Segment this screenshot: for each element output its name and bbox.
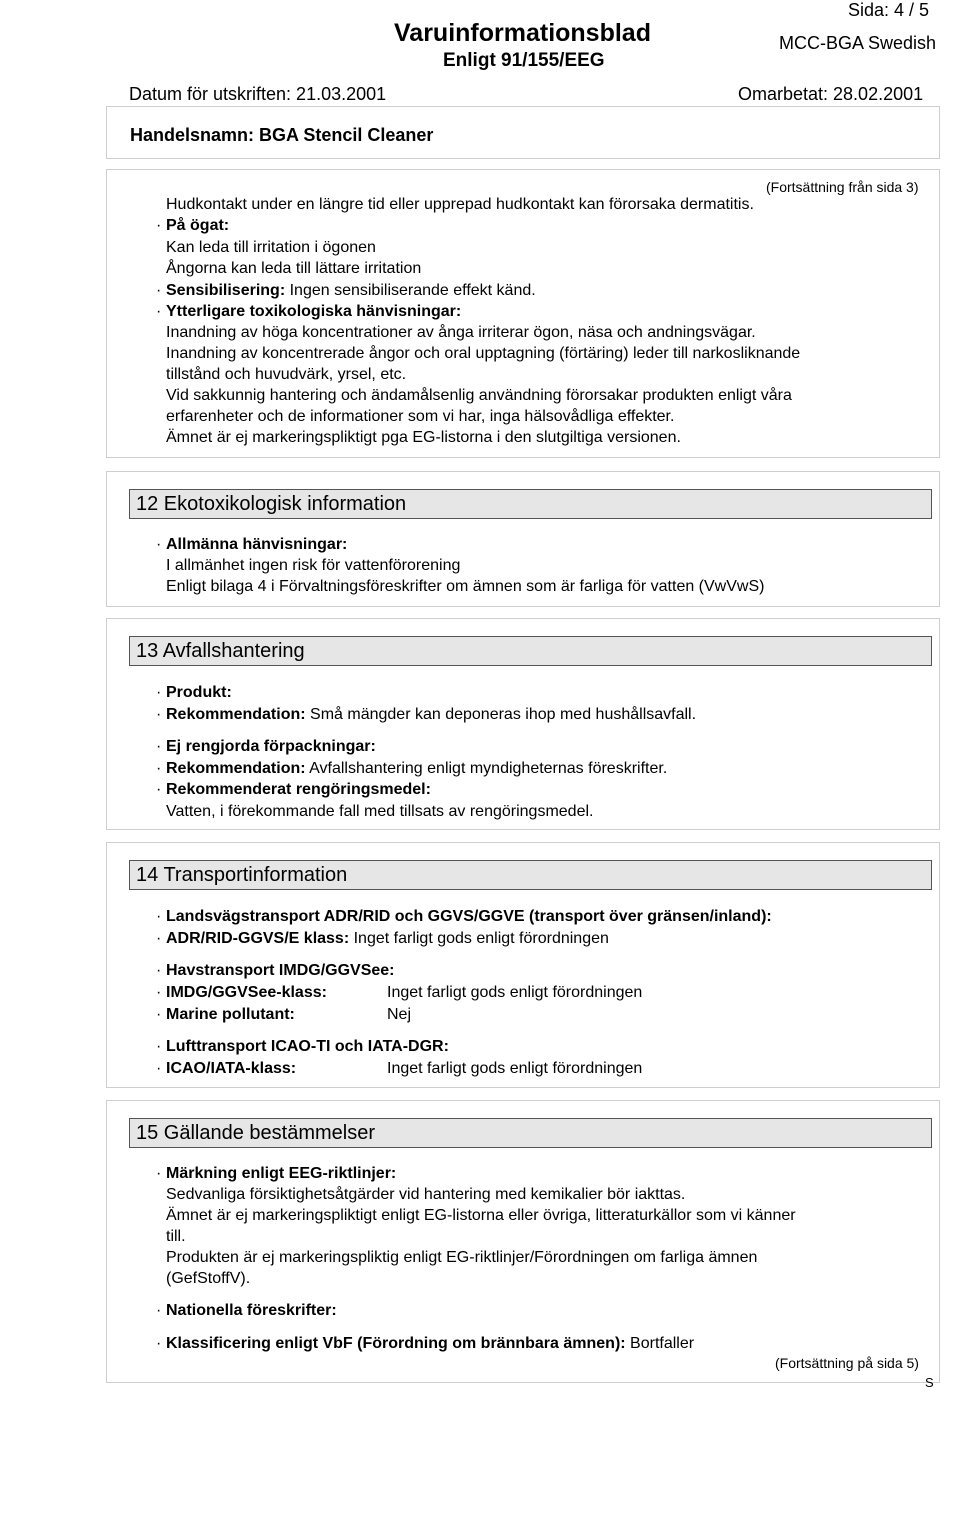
bullet: ·: [156, 536, 162, 553]
trade-name-box: [106, 106, 940, 159]
eco-text-1: I allmänhet ingen risk för vattenförorening: [166, 557, 461, 574]
recommendation-row-2: [166, 759, 667, 779]
icao-class-label: ICAO/IATA-klass:: [166, 1060, 297, 1077]
national-regulations-label: Nationella föreskrifter:: [166, 1302, 337, 1319]
skin-contact-text: Hudkontakt under en längre tid eller upprepad hudkontakt kan förorsaka dermatitis.: [166, 196, 754, 213]
continued-on-note: (Fortsättning på sida 5): [775, 1355, 919, 1371]
imdg-class-value: Inget farligt gods enligt förordningen: [387, 984, 643, 1001]
general-notes-label: Allmänna hänvisningar:: [166, 536, 348, 553]
section-12-heading: 12 Ekotoxikologisk information: [129, 489, 932, 519]
eco-text-2: Enligt bilaga 4 i Förvaltningsföreskrifter om ämnen som är farliga för vatten (VwVwS): [166, 578, 765, 595]
continued-from-note: (Fortsättning från sida 3): [766, 179, 919, 195]
recommendation-value: Avfallshantering enligt myndigheternas föreskrifter.: [309, 760, 668, 777]
adr-row: [166, 929, 609, 949]
toxicology-text-6: Ämnet är ej markeringspliktigt pga EG-listorna i den slutgiltiga versionen.: [166, 429, 681, 446]
bullet: ·: [156, 930, 162, 947]
eye-text-2: Ångorna kan leda till lättare irritation: [166, 260, 422, 277]
regulation-text-1: Sedvanliga försiktighetsåtgärder vid hantering med kemikalier bör iakttas.: [166, 1186, 686, 1203]
recommendation-row: [166, 705, 696, 725]
document-title: Varuinformationsblad: [394, 19, 651, 47]
regulation-text-5: (GefStoffV).: [166, 1270, 251, 1287]
imdg-class-label: IMDG/GGVSee-klass:: [166, 984, 327, 1001]
bullet: ·: [156, 1006, 162, 1023]
marine-pollutant-value: Nej: [387, 1006, 412, 1023]
footer-mark: S: [925, 1375, 934, 1390]
trade-name: Handelsnamn: BGA Stencil Cleaner: [130, 125, 434, 145]
vbf-row: [166, 1334, 694, 1354]
section-15-heading: 15 Gällande bestämmelser: [129, 1118, 932, 1148]
vbf-label: Klassificering enligt VbF (Förordning om brännbara ämnen):: [166, 1335, 626, 1352]
bullet: ·: [156, 1038, 162, 1055]
toxicology-label: Ytterligare toxikologiska hänvisningar:: [166, 303, 462, 320]
road-transport-label: Landsvägstransport ADR/RID och GGVS/GGVE (transport över gränsen/inland):: [166, 908, 772, 925]
bullet: ·: [156, 908, 162, 925]
bullet: ·: [156, 303, 162, 320]
toxicology-text-1: Inandning av höga koncentrationer av ånga irriterar ögon, näsa och andningsvägar.: [166, 324, 756, 341]
bullet: ·: [156, 738, 162, 755]
icao-class-value: Inget farligt gods enligt förordningen: [387, 1060, 643, 1077]
eye-label: På ögat:: [166, 217, 230, 234]
marking-label: Märkning enligt EEG-riktlinjer:: [166, 1165, 397, 1182]
air-transport-label: Lufttransport ICAO-TI och IATA-DGR:: [166, 1038, 449, 1055]
product-label: Produkt:: [166, 684, 232, 701]
eye-text-1: Kan leda till irritation i ögonen: [166, 239, 376, 256]
recommendation-value: Små mängder kan deponeras ihop med hushållsavfall.: [310, 706, 697, 723]
revision-date: Omarbetat: 28.02.2001: [738, 84, 924, 104]
print-date: Datum för utskriften: 21.03.2001: [129, 84, 387, 104]
bullet: ·: [156, 217, 162, 234]
bullet: ·: [156, 760, 162, 777]
vbf-value: Bortfaller: [630, 1335, 695, 1352]
sensitization-label: Sensibilisering:: [166, 282, 286, 299]
bullet: ·: [156, 781, 162, 798]
cleaner-label: Rekommenderat rengöringsmedel:: [166, 781, 431, 798]
bullet: ·: [156, 1060, 162, 1077]
recommendation-label: Rekommendation:: [166, 760, 306, 777]
marine-pollutant-label: Marine pollutant:: [166, 1006, 295, 1023]
recommendation-label: Rekommendation:: [166, 706, 306, 723]
sensitization-row: [166, 281, 536, 301]
page-number: Sida: 4 / 5: [848, 0, 930, 20]
regulation-text-2: Ämnet är ej markeringspliktigt enligt EG-listorna eller övriga, litteraturkällor som vi känner: [166, 1207, 796, 1224]
company-name: MCC-BGA Swedish: [779, 33, 937, 53]
bullet: ·: [156, 706, 162, 723]
packaging-label: Ej rengjorda förpackningar:: [166, 738, 376, 755]
toxicology-text-5: erfarenheter och de informationer som vi har, inga hälsovådliga effekter.: [166, 408, 675, 425]
regulation-text-4: Produkten är ej markeringspliktig enligt EG-riktlinjer/Förordningen om farliga ämnen: [166, 1249, 758, 1266]
bullet: ·: [156, 684, 162, 701]
bullet: ·: [156, 962, 162, 979]
bullet: ·: [156, 1335, 162, 1352]
regulation-text-3: till.: [166, 1228, 186, 1245]
toxicology-text-3: tillstånd och huvudvärk, yrsel, etc.: [166, 366, 407, 383]
toxicology-text-2: Inandning av koncentrerade ångor och oral upptagning (förtäring) leder till narkosliknande: [166, 345, 801, 362]
bullet: ·: [156, 1165, 162, 1182]
bullet: ·: [156, 1302, 162, 1319]
sensitization-value: Ingen sensibiliserande effekt känd.: [289, 282, 536, 299]
toxicology-text-4: Vid sakkunnig hantering och ändamålsenlig användning förorsakar produkten enligt våra: [166, 387, 792, 404]
bullet: ·: [156, 282, 162, 299]
adr-class-value: Inget farligt gods enligt förordningen: [353, 930, 609, 947]
section-14-heading: 14 Transportinformation: [129, 860, 932, 890]
document-subtitle: Enligt 91/155/EEG: [443, 50, 605, 71]
section-13-heading: 13 Avfallshantering: [129, 636, 932, 666]
cleaner-value: Vatten, i förekommande fall med tillsats av rengöringsmedel.: [166, 803, 594, 820]
sea-transport-label: Havstransport IMDG/GGVSee:: [166, 962, 395, 979]
bullet: ·: [156, 984, 162, 1001]
adr-class-label: ADR/RID-GGVS/E klass:: [166, 930, 350, 947]
